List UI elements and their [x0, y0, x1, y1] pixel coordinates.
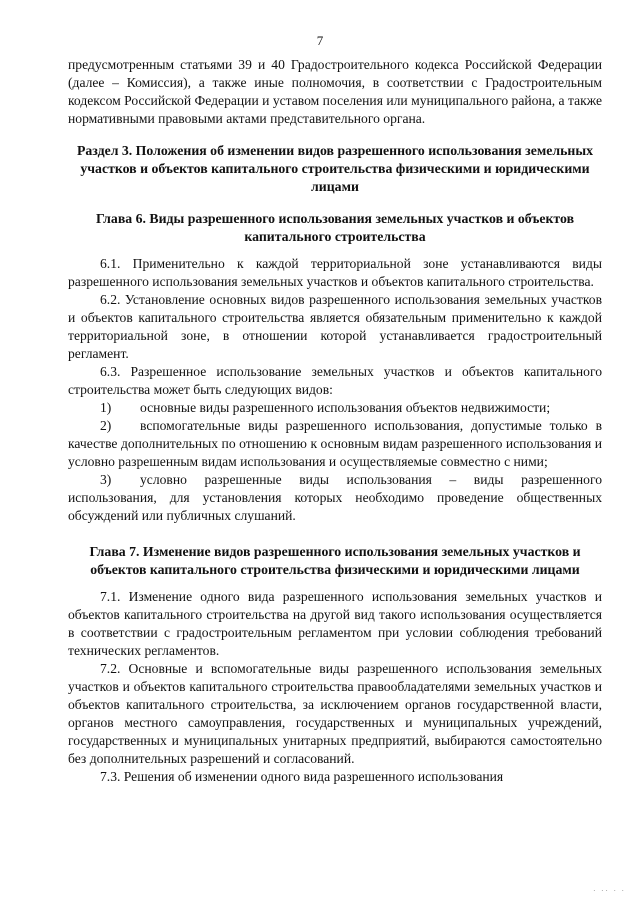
scan-mark: · ·· · ·	[593, 887, 626, 895]
list-item	[68, 417, 602, 471]
chapter-6-title: Глава 6. Виды разрешенного использования земельных участков и объектов капитального строительства	[95, 211, 575, 244]
page-number: 7	[316, 33, 324, 48]
paragraph-7-2: 7.2. Основные и вспомогательные виды разрешенного использования земельных участков и объектов капитального строительства правообладателями земельных участков и объектов капитального строительства, за исключением органов государственной власти, органов местного самоуправления, государственных и муниципальных учреждений, государственных и муниципальных унитарных предприятий, выбираются самостоятельно без дополнительных разрешений и согласований.	[68, 661, 602, 766]
paragraph-6-1: 6.1. Применительно к каждой территориальной зоне устанавливаются виды разрешенного использования земельных участков и объектов капитального строительства.	[68, 256, 602, 289]
paragraph-7-3: 7.3. Решения об изменении одного вида разрешенного использования	[100, 769, 504, 784]
intro-paragraph: предусмотренным статьями 39 и 40 Градостроительного кодекса Российской Федерации (далее – Комиссия), а также иные полномочия, в соответствии с Градостроительным кодексом Российской Федерации и уставом поселения или муниципального района, а также нормативными правовыми актами представительного органа.	[68, 57, 602, 126]
list-item-text: условно разрешенные виды использования – виды разрешенного использования, для установления которых необходимо проведение общественных обсуждений или публичных слушаний.	[68, 472, 602, 523]
list-item-number: 2)	[100, 418, 112, 433]
paragraph-7-1: 7.1. Изменение одного вида разрешенного использования земельных участков и объектов капитального строительства на другой вид такого использования осуществляется в соответствии с градостроительным регламентом при условии соблюдения требований технических регламентов.	[68, 589, 602, 658]
document-body	[68, 56, 602, 786]
paragraph-6-2: 6.2. Установление основных видов разрешенного использования земельных участков и объектов капитального строительства является обязательным применительно к каждой территориальной зоне, в отношении которой устанавливается градостроительный регламент.	[68, 292, 602, 361]
chapter-7-title: Глава 7. Изменение видов разрешенного использования земельных участков и объектов капитального строительства физическими и юридическими лицами	[89, 544, 581, 577]
paragraph-6-3: 6.3. Разрешенное использование земельных участков и объектов капитального строительства может быть следующих видов:	[68, 364, 602, 397]
list-item	[68, 471, 602, 525]
list-item	[68, 399, 602, 417]
list-item-number: 1)	[100, 400, 112, 415]
section-3-title: Раздел 3. Положения об изменении видов разрешенного использования земельных участков и объектов капитального строительства физическими и юридическими лицами	[76, 143, 594, 194]
list-item-text: основные виды разрешенного использования объектов недвижимости;	[140, 400, 551, 415]
list-item-text: вспомогательные виды разрешенного использования, допустимые только в качестве дополнительных по отношению к основным видам разрешенного использования и условно разрешенным видам использования и осуществляемые совместно с ними;	[68, 418, 602, 469]
list-item-number: 3)	[100, 472, 112, 487]
